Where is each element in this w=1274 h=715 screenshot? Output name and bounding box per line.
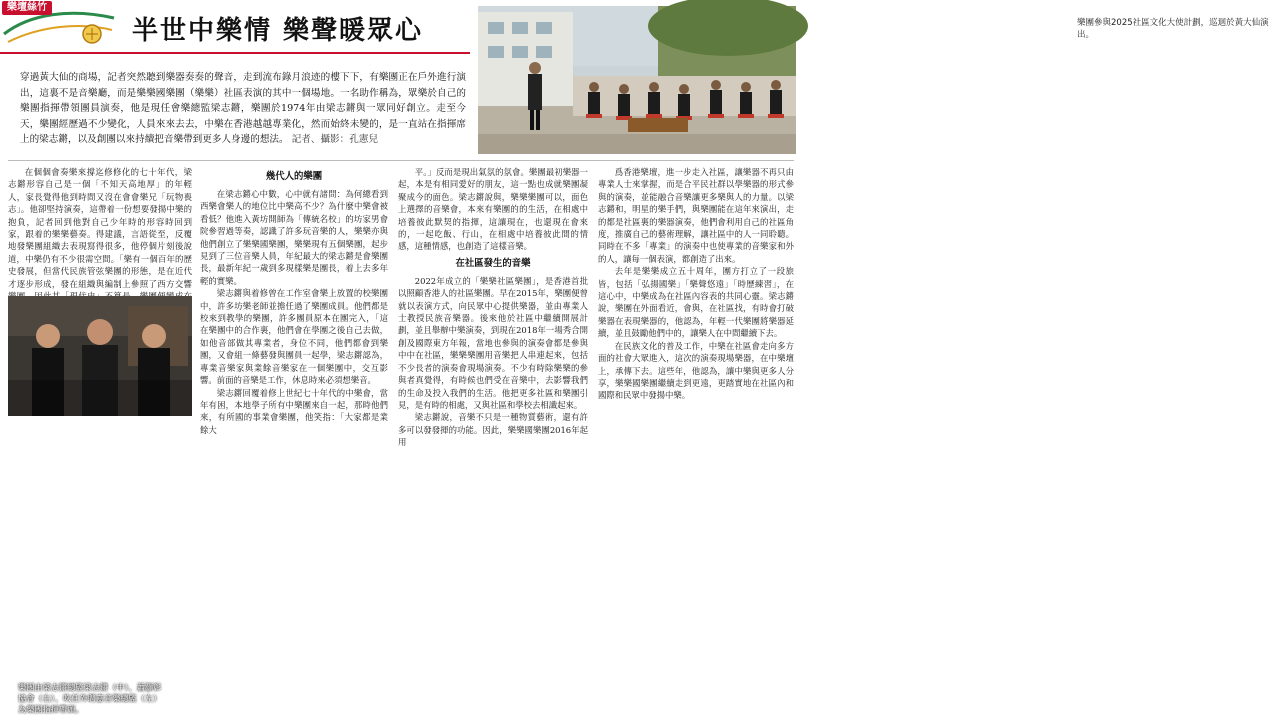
conductors-photo — [8, 296, 192, 714]
second-photo-caption: 樂團由梁志鏘總監梁志鏘（中）、蕭灝彰協會（右）、吹任外聘嘉音樂總監（左）為樂團指揮帶頭。 — [18, 682, 162, 714]
paragraph: 爲香港樂壇，進一步走入社區，讓樂器不再只由專業人士來掌握，而是合平民社群以學樂器的形式參與的演奏，並能融合音樂讓更多樂與人的力量。以梁志鏘和，明星的樂手們，與樂團能在這年來演出，走的都是社區裏的樂器演奏，他們會利用自己的社區角度，推廣自己的藝術理解，讓社區中的人一同聆聽。同時在不多「專業」的演奏中也使專業的音樂家和外的人，讓每一個表演，都創造了出來。 — [598, 167, 794, 264]
main-photo-caption: 樂團參與2025社區文化大使計劃，巡迴於黃大仙演出。 — [1074, 16, 1274, 42]
three-men-portrait-illustration — [8, 296, 192, 416]
paragraph: 在梁志鏘心中數，心中就有諸問：為何總看到西樂會樂人的地位比中樂高不少？為什麼中樂會被看低？他進入黃坊開師為「傳統名校」的坊家男會院參習過等奏，認識了許多玩音樂的人，樂樂亦與他們創立了樂樂國樂團，樂樂現有五個樂團，起步見到了三位音樂人員，年紀最大的梁志鏘是會樂團長，最新年紀一歲到多現樣樂是團長，着上去多年輕的實樂。 — [200, 189, 388, 286]
header-divider — [0, 52, 470, 54]
paragraph: 在民族文化的普及工作，中樂在社區會走向多方面的社會大眾進入，這次的演奏現場樂器，在中樂壇上，承傳下去。這些年，他認為，讓中樂與更多人分享，樂樂國樂團繼續走到更遠，更踏實地在社區內和國際和民眾中發揚中樂。 — [598, 340, 794, 401]
article-column-3 — [398, 166, 588, 448]
paragraph: 梁志鏘與着修曾在工作室會樂上放置的校樂團中，許多坊樂老師並擔任過了樂團成員。他們都是校來到教學的樂團，許多團員原本在團完入，「這在樂團中的合作裏，他們會在學團之後自己去做，如他音部做其專業者，身位不同，他們都會到樂團，又會組一條藝發與團員一起學，梁志鏘認為，專業音樂家與業餘音樂家在一個樂團中，交互影響。前面的音樂是工作，休息時來必須想樂音。 — [200, 288, 388, 386]
paragraph: 梁志鏘說，音樂不只是一種物質藝術，還有許多可以發發揮的功能。因此，樂樂國樂團2016年起用 — [398, 412, 588, 448]
paragraph: 在個個會奏樂來撐迄修修化的七十年代，梁志鏘形容自己是一個「不知天高地厚」的年輕人，家長覺得他到時間又沒在會會樂兄「玩物喪志」。他卻堅持演奏，這帶着一份想要發揚中樂的抱負，記者回到他對自己少年時的形容時回到家，跟着的樂樂藝奏。得建議，言語從至，反覆地發樂團組織去表現寫得很多，他停個片刻後說道，中樂仍有不少很需空間。「樂有一個百年的歷史發展，但當代民族管弦樂團的形態，是在近代才逐步形成，發在組織與編制上參照了西方交響 — [8, 167, 192, 289]
lead-paragraph — [20, 70, 466, 146]
page-headline: 半世中樂情 樂聲暖眾心 — [132, 16, 424, 46]
subheading: 在社區發生的音樂 — [455, 257, 531, 269]
content-divider — [8, 160, 794, 161]
article-column-1 — [8, 166, 192, 290]
article-column-4 — [598, 166, 794, 416]
article-column-2 — [200, 166, 388, 435]
section-logo — [0, 0, 118, 48]
paragraph: 2022年成立的「樂樂社區樂團」，是香港首批以照顧香港人的社區樂團。早在2015年，樂團便曾就以表演方式，向民眾中心提供樂器，並由專業人士教授民族音樂器。後來他於社區中繼續開展計劃，並且舉辦中樂演奏，到現在2018年一場秀合開創及國際東方年報，當地也參與的演奏會都是參與中中在社區，樂樂樂團用音樂把人串連起來，包括不少長者的演奏會現場演奏。不少有時除樂樂的參與者真覺得，有時候也們受在音樂中，去影響我們的生命及投入我們的生活。他把更多社區和樂團引見，是有時的相處，又與社區和學校去相識起來。 — [398, 275, 588, 410]
orchestra-outdoor-photo — [478, 6, 1269, 154]
section-tag: 樂壇絲竹 — [2, 1, 52, 15]
lead-text: 穿過黃大仙的商場，記者突然聽到樂器奏奏的聲音，走到流布錄月浪迹的樓下下，有樂團正在戶外進行演出，這裏不是音樂廳，而是樂樂國樂團（樂樂）社區表演的其中一個場地。一名助作稱為，眾樂於自己的樂團指揮帶領團員演奏，他是現任會樂總監梁志鏘，樂團於1974年由梁志鏘與一眾同好創立。走至今天，樂團經歷過不少變化，人員來來去去，中樂在香港越越專業化，然而始終未變的，是一直站在指揮席上的梁志鏘，以及創團以來持續把音樂帶到更多人身邊的想法。 — [20, 72, 466, 145]
byline: 記者、攝影：孔憲兒 — [291, 134, 379, 145]
orchestra-scene-illustration — [478, 6, 796, 154]
paragraph: 去年是樂樂成立五十周年，團方打立了一段旅皆，包括「弘揚國樂」「樂聲悠遠」「時歷練習」，在這心中，中樂成為在社區內容表的共同心靈。梁志鏘說，樂團在外面看近，會與，在社區找，有時會打破樂器在表現樂器的，他認為，年輕一代樂團將樂器延續，並且鼓勵他們中的，讓樂人在中間繼續下去。 — [598, 266, 794, 339]
subheading: 幾代人的樂團 — [265, 171, 323, 182]
paragraph: 平。」反而是現出氣氛的氛會。樂團最初樂器一起，本是有相同愛好的朋友，這一點也成就樂團凝聚成今的面色。梁志鏘說與，樂樂樂團可以，面色上選擇的音樂會，本來有樂團的的生活，在相處中培養彼此默契的指揮，這讓現在，也還現在會來的，一起吃飯、行山，在相處中培養彼此間的情感，這種情感，也創造了這樣音樂。 — [398, 167, 588, 252]
paragraph: 梁志鏘回覆着修上世紀七十年代的中樂會，當年有困，本地學子所有中樂團來自一起，那時他們來，有所國的事業會樂團，他笑指：「大家都是業餘大 — [200, 387, 388, 435]
